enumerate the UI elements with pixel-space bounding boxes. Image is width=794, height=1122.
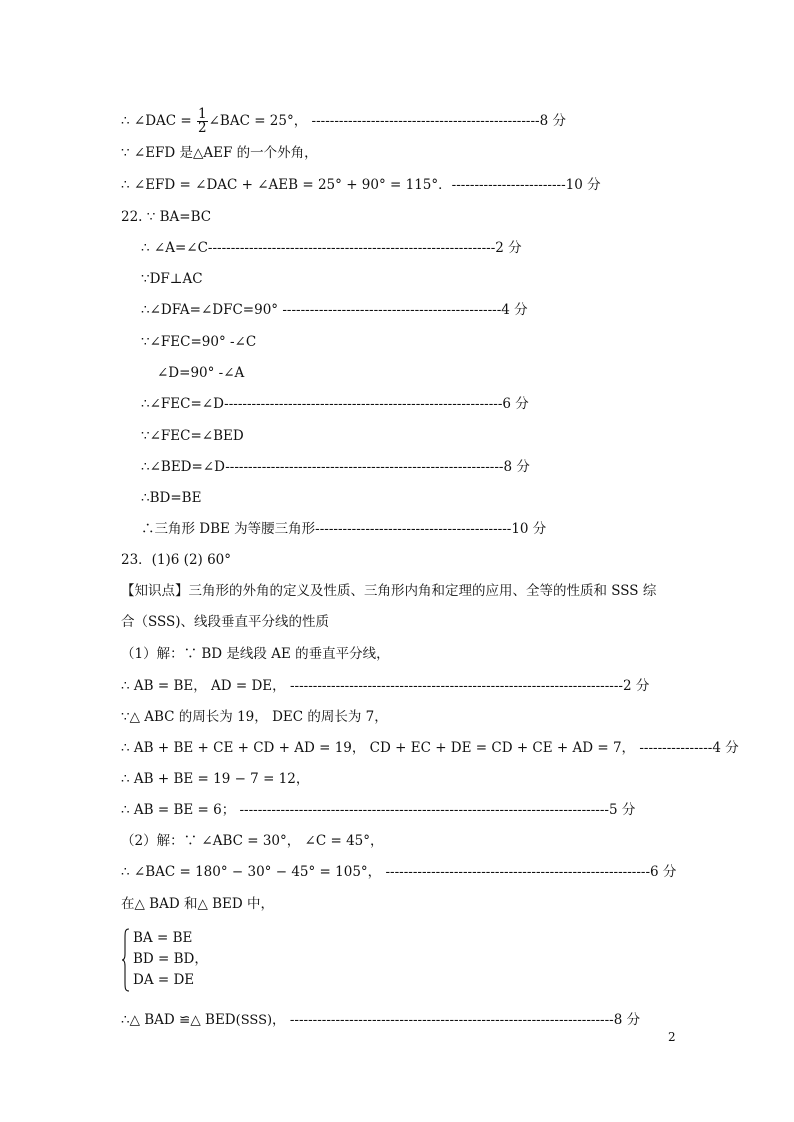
system-eq-1: BA = BE [133, 930, 193, 946]
step-23-congruence [121, 1010, 640, 1031]
step-23-6: ∴ ∠BAC = 180° − 30° − 45° = 105°， ----------------------------------------------------------6 分 [121, 864, 677, 880]
system-eq-2: BD = BD， [133, 951, 208, 967]
step-dac-half-bac [121, 108, 566, 135]
system-lines [133, 928, 208, 991]
step-22-9: ∴BD=BE [141, 490, 202, 506]
page-number: 2 [668, 1030, 676, 1044]
step-23-4: ∴ AB + BE = 19 − 7 = 12， [121, 771, 310, 787]
math-before-fraction: ∠DAC = [133, 113, 196, 129]
fraction-one-half [197, 108, 208, 135]
knowledge-points-line-2: 合（SSS)、线段垂直平分线的性质 [121, 614, 330, 630]
score-label: 8 分 [539, 113, 566, 129]
dash-leader: -------------------------------------------------- [311, 113, 540, 129]
knowledge-points-line-1: 【知识点】三角形的外角的定义及性质、三角形内角和定理的应用、全等的性质和 SSS 综 [121, 583, 657, 599]
part-2-intro: （2）解：∵ ∠ABC = 30°， ∠C = 45°， [121, 833, 384, 849]
therefore-symbol: ∴ [121, 113, 130, 129]
step-22-6: ∴∠FEC=∠D-------------------------------------------------------------6 分 [141, 396, 529, 412]
problem-23-answers: 23．(1)6 (2) 60° [121, 552, 232, 568]
step-23-2: ∵△ ABC 的周长为 19， DEC 的周长为 7， [121, 709, 388, 725]
fraction-numerator: 1 [198, 106, 207, 122]
step-efd-sum: ∴ ∠EFD = ∠DAC + ∠AEB = 25° + 90° = 115°．-------------------------10 分 [121, 177, 601, 193]
step-22-2: ∵DF⊥AC [141, 271, 203, 287]
step-22-1: ∴ ∠A=∠C---------------------------------------------------------------2 分 [141, 240, 522, 256]
congruence-statement: ∴△ BAD ≌△ BED [121, 1012, 236, 1028]
step-22-8: ∴∠BED=∠D-------------------------------------------------------------8 分 [141, 459, 530, 475]
system-eq-3: DA = DE [133, 972, 195, 988]
part-1-intro: （1）解：∵ BD 是线段 AE 的垂直平分线， [121, 646, 390, 662]
step-22-10: ∴三角形 DBE 为等腰三角形-------------------------------------------10 分 [141, 521, 547, 537]
left-brace-icon [121, 928, 131, 992]
sss-label: (SSS) [235, 1013, 273, 1028]
step-22-5: ∠D=90° -∠A [157, 365, 245, 381]
congruence-score: ， -----------------------------------------------------------------------8 分 [272, 1012, 641, 1028]
step-exterior-angle: ∵ ∠EFD 是△AEF 的一个外角， [121, 145, 318, 161]
step-23-5: ∴ AB = BE = 6； ---------------------------------------------------------------------------------5 分 [121, 802, 636, 818]
step-22-7: ∵∠FEC=∠BED [141, 428, 244, 444]
step-23-7: 在△ BAD 和△ BED 中， [121, 896, 275, 912]
problem-22-heading: 22. ∵ BA=BC [121, 209, 212, 225]
step-22-4: ∵∠FEC=90° -∠C [141, 334, 257, 350]
step-22-3: ∴∠DFA=∠DFC=90° ------------------------------------------------4 分 [141, 302, 528, 318]
math-after-fraction: ∠BAC = 25°， [208, 113, 308, 129]
fraction-denominator: 2 [198, 120, 207, 136]
step-23-1: ∴ AB = BE， AD = DE， -------------------------------------------------------------------------2 分 [121, 678, 650, 694]
step-23-3: ∴ AB + BE + CE + CD + AD = 19， CD + EC + DE = CD + CE + AD = 7， ----------------4 分 [121, 740, 739, 756]
